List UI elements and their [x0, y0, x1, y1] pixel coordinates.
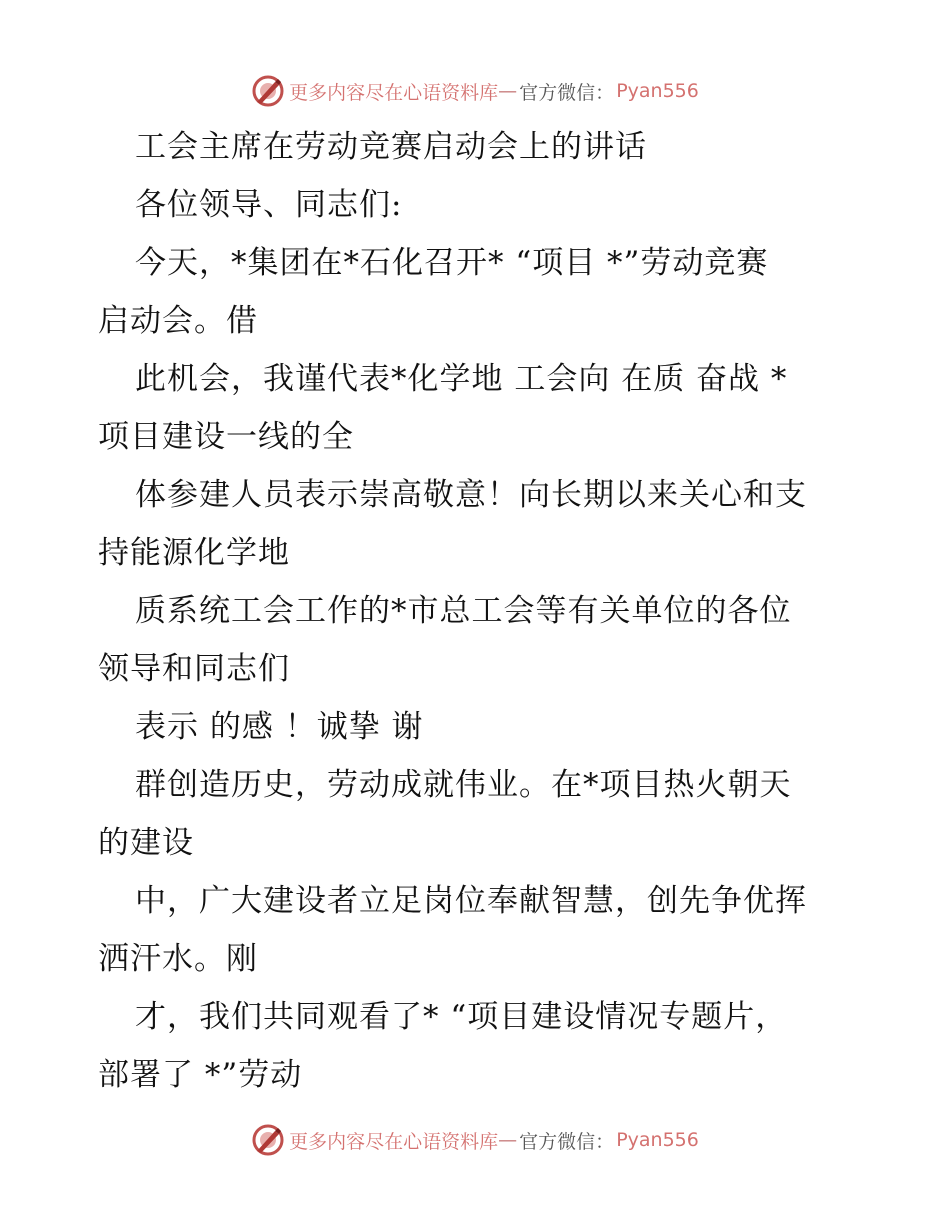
watermark-wechat-id: Pyan556: [616, 1129, 699, 1151]
watermark-official-label: 官方微信：: [519, 81, 615, 104]
watermark-separator: —: [498, 1129, 518, 1151]
logo-icon: [251, 1123, 285, 1157]
document-body: [98, 118, 858, 1104]
text-line: 今天，*集团在*石化召开* “项目 *”劳动竞赛: [135, 245, 769, 281]
watermark-text: 更多内容尽在心语资料库: [289, 1130, 499, 1153]
watermark-official-label: 官方微信：: [519, 1130, 615, 1153]
text-line: 部署了 *”劳动: [98, 1057, 303, 1093]
text-line: 洒汗水。刚: [98, 941, 258, 977]
text-line: 此机会，我谨代表*化学地 工会向 在质 奋战 *: [135, 361, 788, 397]
document-title: 工会主席在劳动竞赛启动会上的讲话: [135, 129, 647, 165]
watermark-separator: —: [498, 80, 518, 102]
watermark-wechat-id: Pyan556: [616, 80, 699, 102]
text-line: 体参建人员表示崇高敬意！向长期以来关心和支: [135, 477, 807, 513]
text-line: 项目建设一线的全: [98, 419, 354, 455]
salutation: 各位领导、同志们:: [135, 187, 403, 223]
footer-watermark: [0, 1120, 950, 1160]
text-line: 持能源化学地: [98, 535, 290, 571]
text-line: 启动会。借: [98, 303, 258, 339]
text-line: 领导和同志们: [98, 651, 290, 687]
text-line: 群创造历史，劳动成就伟业。在*项目热火朝天: [135, 767, 792, 803]
text-line: 质系统工会工作的*市总工会等有关单位的各位: [135, 593, 792, 629]
watermark-text: 更多内容尽在心语资料库: [289, 81, 499, 104]
text-line: 中，广大建设者立足岗位奉献智慧，创先争优挥: [135, 883, 807, 919]
header-watermark: [0, 71, 950, 111]
logo-icon: [251, 74, 285, 108]
text-line: 的建设: [98, 825, 194, 861]
text-line: 才，我们共同观看了* “项目建设情况专题片，: [135, 999, 788, 1035]
text-line: 表示 的感 ！诚挚 谢: [135, 709, 424, 745]
